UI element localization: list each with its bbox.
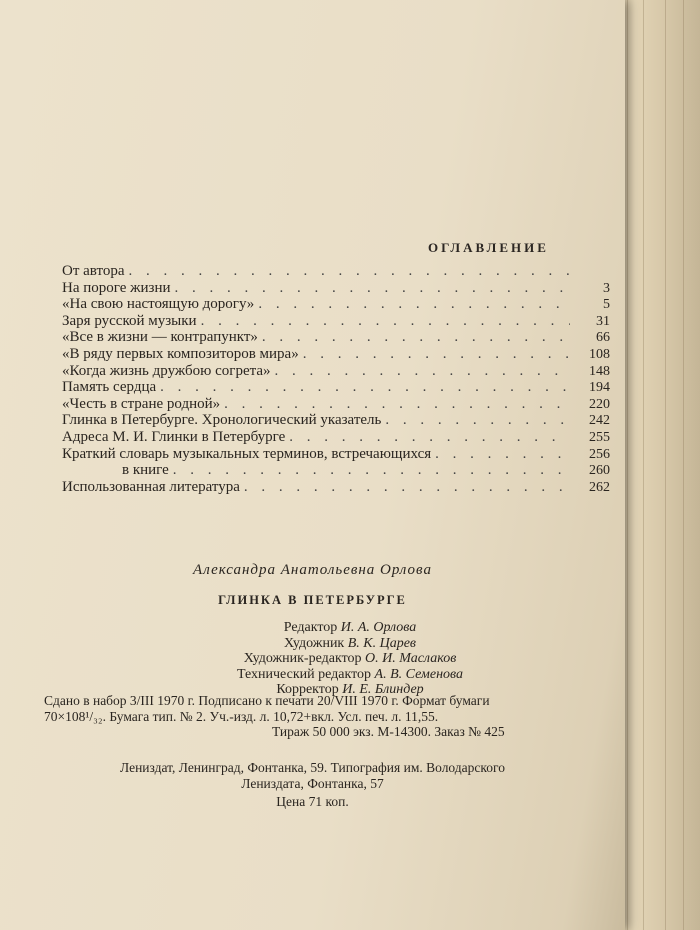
- imprint-line: 70×108¹/₃₂. Бумага тип. № 2. Уч.-изд. л. 10,72+вкл. Усл. печ. л. 11,55.: [44, 708, 439, 724]
- credit-role: Редактор: [283, 620, 338, 635]
- toc-leader: [381, 412, 570, 428]
- publisher-block: [0, 760, 625, 792]
- credit-role: Художник: [284, 635, 345, 651]
- toc-leader: [125, 263, 570, 279]
- toc-entry-title: в книге: [122, 462, 169, 479]
- toc-entry: [62, 313, 610, 330]
- toc-entry: [62, 446, 610, 463]
- toc-entry-page: 256: [589, 446, 610, 462]
- toc-entry-page: 148: [589, 363, 610, 379]
- toc-entry: [62, 396, 610, 413]
- credit-name: А. В. Семенова: [374, 666, 464, 682]
- toc-entry: [62, 462, 610, 479]
- toc-entry-title: Использованная литература: [62, 478, 240, 495]
- credit-editor: [160, 620, 540, 636]
- toc-entry-page: 260: [589, 463, 610, 479]
- toc-leader: [299, 346, 570, 362]
- toc-entry-title: «Все в жизни — контрапункт»: [62, 329, 258, 346]
- toc-entry: [62, 429, 610, 446]
- toc-entry-title: От автора: [62, 263, 125, 279]
- toc-leader: [156, 379, 570, 395]
- toc-leader: [254, 296, 570, 312]
- toc-leader: [220, 396, 570, 412]
- credit-name: И. Е. Блиндер: [342, 682, 424, 697]
- toc-entry: [62, 263, 610, 280]
- credit-artist: [160, 636, 540, 652]
- toc-entry: [62, 329, 610, 346]
- credit-name: И. А. Орлова: [340, 620, 417, 635]
- author-name: Александра Анатольевна Орлова: [193, 562, 432, 578]
- toc-entry-title: Краткий словарь музыкальных терминов, встречающихся: [62, 445, 432, 462]
- toc-entry-page: 108: [589, 346, 610, 362]
- toc-entry: [62, 280, 610, 297]
- credit-role: Корректор: [276, 682, 339, 697]
- toc-entry-title: Заря русской музыки: [62, 312, 197, 329]
- toc-leader: [240, 479, 570, 495]
- toc-entry-title: «В ряду первых композиторов мира»: [62, 345, 299, 362]
- imprint-block: [44, 693, 614, 740]
- toc-entry: [62, 346, 610, 363]
- toc-entry-page: 66: [596, 330, 610, 346]
- toc-heading: ОГЛАВЛЕНИЕ: [428, 240, 549, 255]
- toc-entry-page: 3: [603, 280, 610, 296]
- toc-entry: [62, 379, 610, 396]
- credit-name: В. К. Царев: [347, 635, 416, 651]
- table-of-contents: [62, 263, 610, 495]
- toc-leader: [171, 280, 570, 296]
- credit-tech-editor: [160, 667, 540, 683]
- toc-entry: [62, 363, 610, 380]
- imprint-line: Тираж 50 000 экз. М-14300. Заказ № 425: [272, 724, 505, 739]
- credits-block: [160, 620, 540, 698]
- toc-leader: [258, 329, 570, 345]
- toc-leader: [431, 446, 570, 462]
- toc-entry: [62, 296, 610, 313]
- toc-entry-title: На пороге жизни: [62, 279, 171, 296]
- toc-entry-page: 220: [589, 396, 610, 412]
- toc-entry-title: Адреса М. И. Глинки в Петербурге: [62, 428, 286, 445]
- toc-entry-title: «На свою настоящую дорогу»: [62, 296, 255, 313]
- book-title: ГЛИНКА В ПЕТЕРБУРГЕ: [218, 593, 407, 607]
- toc-leader: [271, 363, 571, 379]
- toc-entry-page: 242: [589, 413, 610, 429]
- toc-entry-title: «Когда жизнь дружбою согрета»: [62, 362, 271, 379]
- price: Цена 71 коп.: [276, 794, 349, 809]
- credit-art-editor: [160, 651, 540, 667]
- book-page-edges: [612, 0, 700, 930]
- toc-leader: [285, 429, 570, 445]
- publisher-line: Лениздат, Ленинград, Фонтанка, 59. Типография им. Володарского: [120, 760, 505, 775]
- toc-entry-title: Глинка в Петербурге. Хронологический указатель: [62, 412, 382, 429]
- credit-role: Технический редактор: [236, 666, 372, 682]
- credit-name: О. И. Маслаков: [365, 651, 457, 666]
- toc-entry-page: 31: [596, 313, 610, 329]
- toc-entry-page: 262: [589, 479, 610, 495]
- toc-entry-title: Память сердца: [62, 379, 157, 396]
- credit-role: Художник-редактор: [243, 651, 362, 666]
- imprint-line: Сдано в набор 3/III 1970 г. Подписано к печати 20/VIII 1970 г. Формат бумаги: [44, 693, 490, 708]
- toc-entry-title: «Честь в стране родной»: [62, 395, 221, 412]
- toc-entry: [62, 479, 610, 496]
- toc-leader: [197, 313, 570, 329]
- publisher-line: Лениздата, Фонтанка, 57: [241, 776, 384, 791]
- toc-entry-page: 5: [603, 297, 610, 313]
- toc-entry-page: 255: [589, 429, 610, 445]
- toc-entry-page: 194: [589, 380, 610, 396]
- toc-leader: [169, 462, 570, 478]
- toc-entry: [62, 412, 610, 429]
